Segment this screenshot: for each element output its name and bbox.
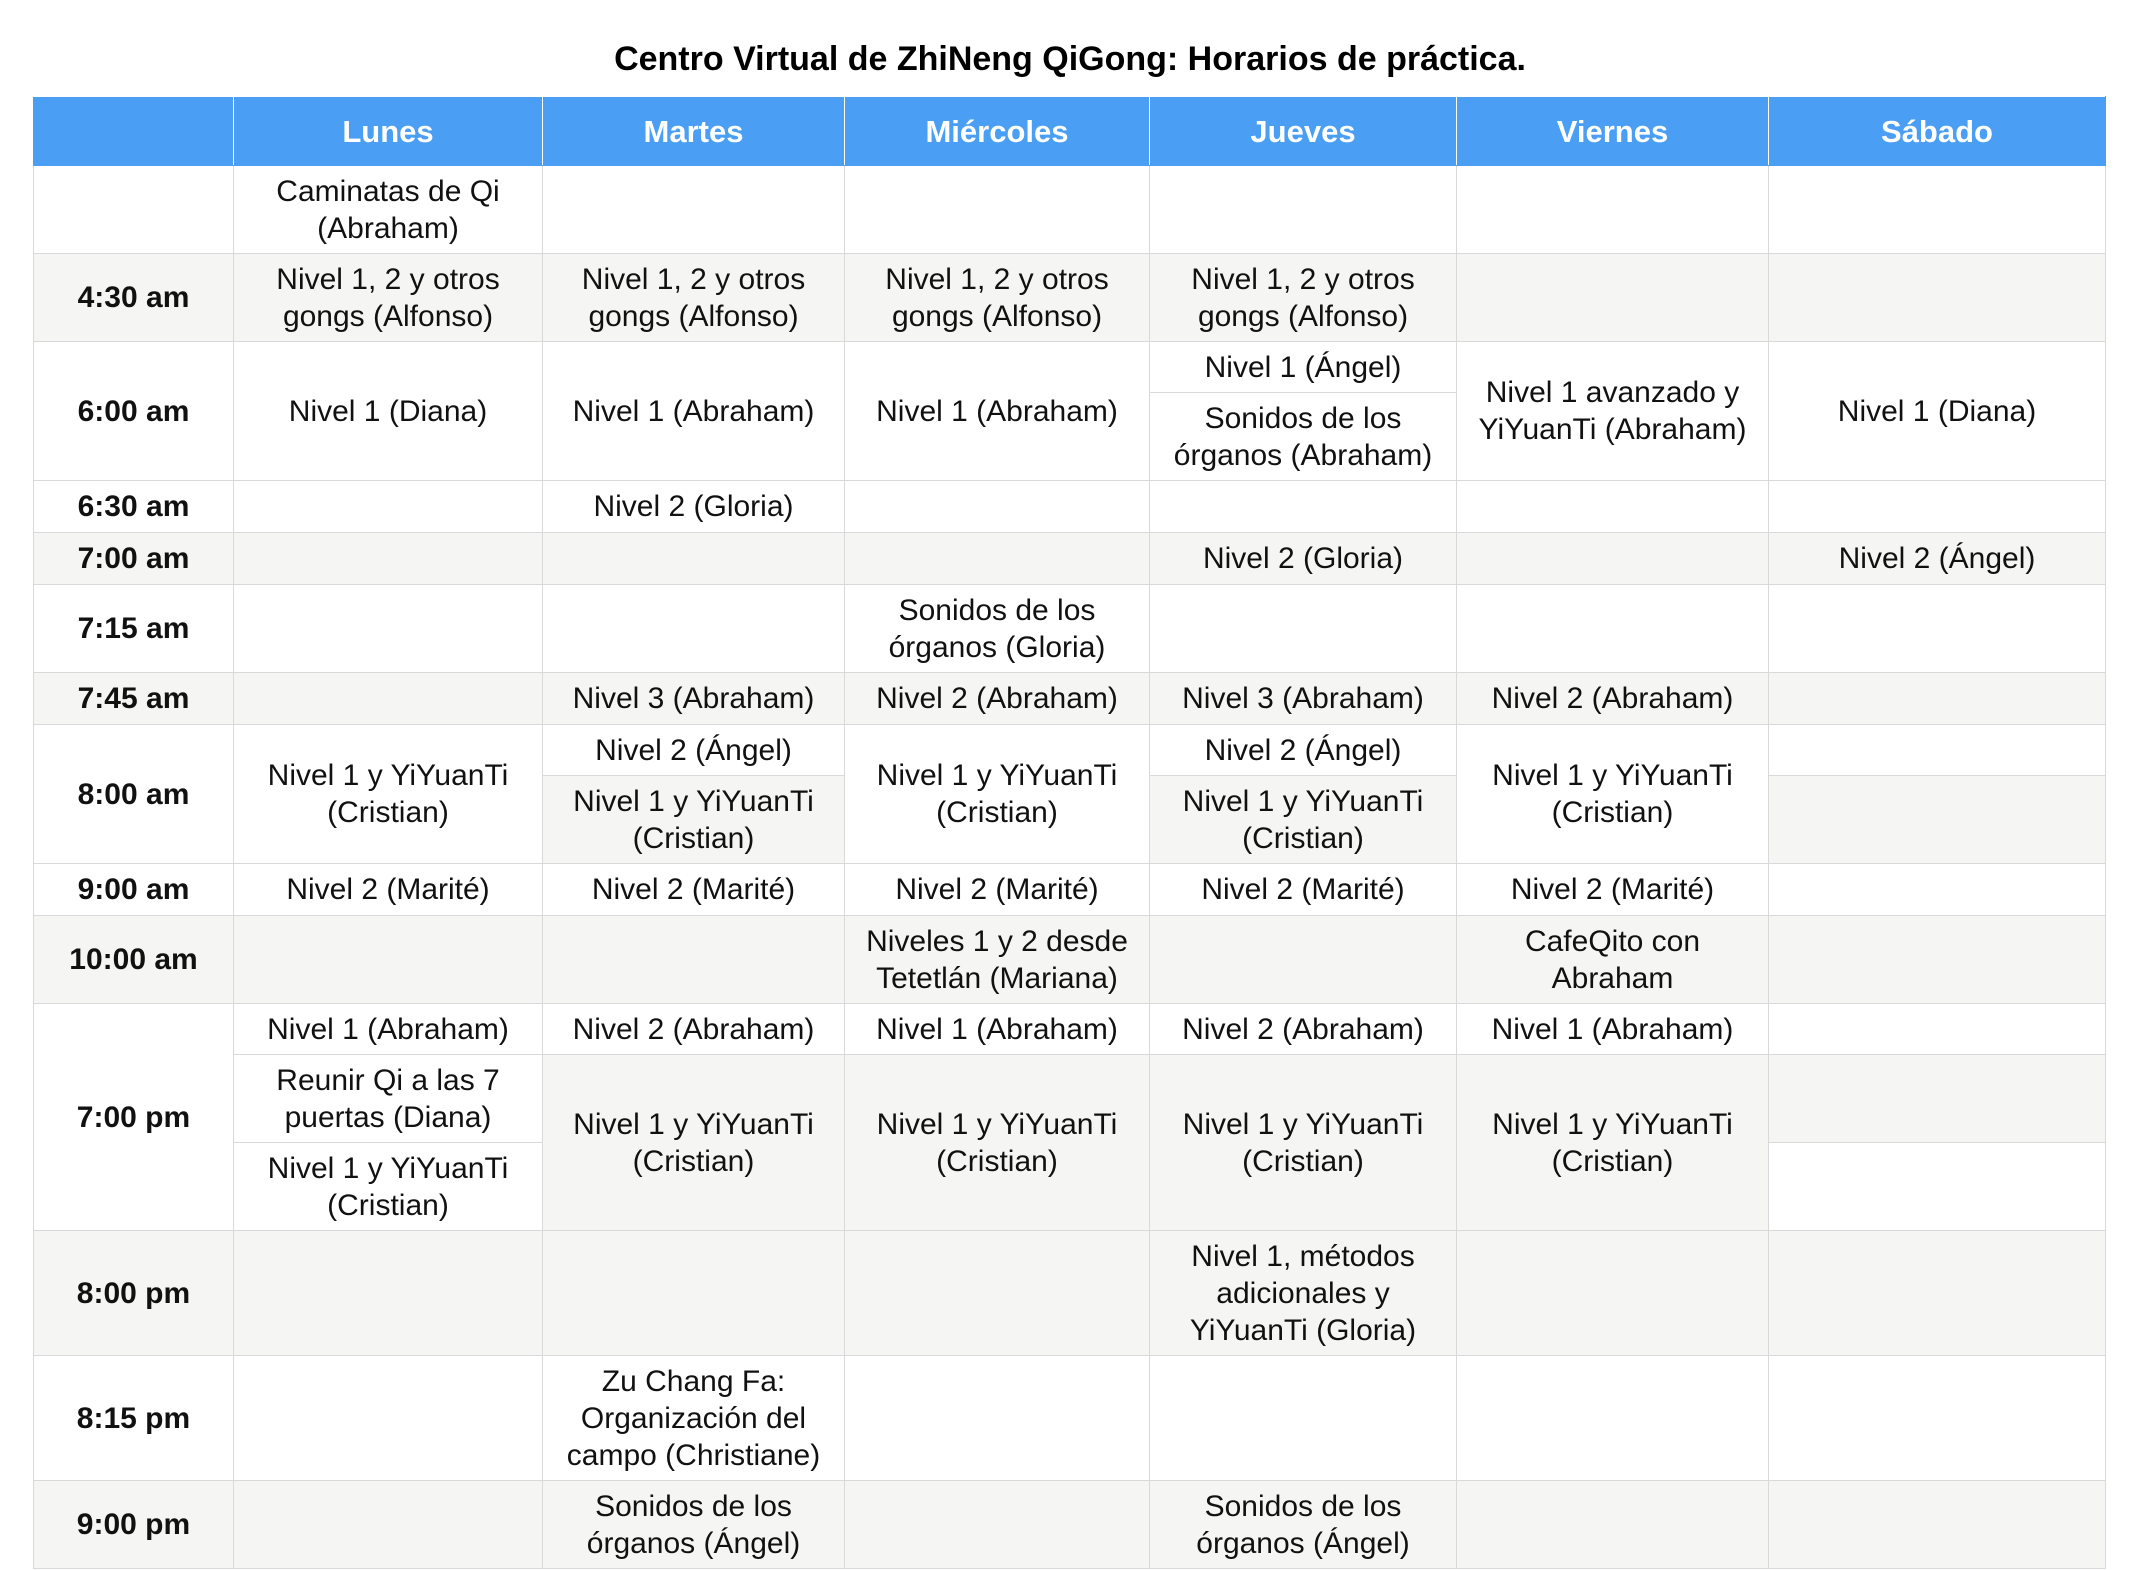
session-cell: Nivel 1 y YiYuanTi (Cristian) xyxy=(845,1055,1150,1231)
empty-cell xyxy=(1150,481,1457,533)
time-cell: 10:00 am xyxy=(34,916,234,1004)
session-cell: Nivel 1 (Diana) xyxy=(1769,342,2106,481)
empty-cell xyxy=(1150,166,1457,254)
header-corner xyxy=(34,97,234,166)
session-cell: Nivel 1, 2 y otros gongs (Alfonso) xyxy=(543,254,845,342)
header-viernes: Viernes xyxy=(1457,97,1769,166)
session-cell: Niveles 1 y 2 desde Tetetlán (Mariana) xyxy=(845,916,1150,1004)
empty-cell xyxy=(1769,776,2106,864)
empty-cell xyxy=(234,481,543,533)
header-martes: Martes xyxy=(543,97,845,166)
session-cell: Nivel 1, métodos adicionales y YiYuanTi (Gloria) xyxy=(1150,1231,1457,1356)
time-cell: 8:00 pm xyxy=(34,1231,234,1356)
table-row xyxy=(34,916,2106,1004)
empty-cell xyxy=(845,1231,1150,1356)
empty-cell xyxy=(234,916,543,1004)
session-cell: Sonidos de los órganos (Ángel) xyxy=(543,1481,845,1569)
session-cell: Nivel 1 (Abraham) xyxy=(543,342,845,481)
session-cell: Sonidos de los órganos (Gloria) xyxy=(845,585,1150,673)
empty-cell xyxy=(1457,166,1769,254)
table-row xyxy=(34,481,2106,533)
session-cell: Nivel 2 (Marité) xyxy=(845,864,1150,916)
header-sabado: Sábado xyxy=(1769,97,2106,166)
table-row xyxy=(34,725,2106,776)
session-cell: Sonidos de los órganos (Abraham) xyxy=(1150,393,1457,481)
session-cell: CafeQito con Abraham xyxy=(1457,916,1769,1004)
time-cell: 7:00 pm xyxy=(34,1004,234,1231)
session-cell: Nivel 2 (Marité) xyxy=(1150,864,1457,916)
table-row xyxy=(34,864,2106,916)
session-cell: Nivel 1 (Diana) xyxy=(234,342,543,481)
empty-cell xyxy=(234,585,543,673)
empty-cell xyxy=(1150,1356,1457,1481)
table-row xyxy=(34,585,2106,673)
table-row xyxy=(34,166,2106,254)
empty-cell xyxy=(234,673,543,725)
empty-cell xyxy=(1457,1356,1769,1481)
empty-cell xyxy=(1769,585,2106,673)
time-cell: 7:45 am xyxy=(34,673,234,725)
session-cell: Sonidos de los órganos (Ángel) xyxy=(1150,1481,1457,1569)
empty-cell xyxy=(845,1356,1150,1481)
empty-cell xyxy=(1769,1004,2106,1055)
empty-cell xyxy=(1769,1143,2106,1231)
table-row xyxy=(34,1356,2106,1481)
table-row xyxy=(34,254,2106,342)
time-cell: 8:15 pm xyxy=(34,1356,234,1481)
session-cell: Nivel 1 (Abraham) xyxy=(1457,1004,1769,1055)
table-row xyxy=(34,673,2106,725)
table-row xyxy=(34,342,2106,393)
time-cell xyxy=(34,166,234,254)
empty-cell xyxy=(1769,1356,2106,1481)
empty-cell xyxy=(1769,864,2106,916)
time-cell: 9:00 am xyxy=(34,864,234,916)
session-cell: Nivel 1, 2 y otros gongs (Alfonso) xyxy=(845,254,1150,342)
empty-cell xyxy=(234,1231,543,1356)
session-cell: Nivel 1 y YiYuanTi (Cristian) xyxy=(845,725,1150,864)
session-cell: Nivel 1 (Abraham) xyxy=(234,1004,543,1055)
session-cell: Nivel 2 (Abraham) xyxy=(845,673,1150,725)
empty-cell xyxy=(1457,585,1769,673)
session-cell: Nivel 1 y YiYuanTi (Cristian) xyxy=(1457,725,1769,864)
empty-cell xyxy=(543,585,845,673)
session-cell: Nivel 2 (Ángel) xyxy=(543,725,845,776)
empty-cell xyxy=(1457,1231,1769,1356)
session-cell: Nivel 1 y YiYuanTi (Cristian) xyxy=(1150,776,1457,864)
session-cell: Nivel 2 (Marité) xyxy=(234,864,543,916)
session-cell: Reunir Qi a las 7 puertas (Diana) xyxy=(234,1055,543,1143)
empty-cell xyxy=(1769,673,2106,725)
session-cell: Nivel 2 (Marité) xyxy=(543,864,845,916)
table-row xyxy=(34,1231,2106,1356)
empty-cell xyxy=(234,533,543,585)
session-cell: Nivel 1 y YiYuanTi (Cristian) xyxy=(543,776,845,864)
session-cell: Nivel 2 (Abraham) xyxy=(1457,673,1769,725)
session-cell: Nivel 1 (Abraham) xyxy=(845,1004,1150,1055)
empty-cell xyxy=(845,1481,1150,1569)
table-row xyxy=(34,1481,2106,1569)
schedule-table xyxy=(33,96,2106,1569)
session-cell: Nivel 1 y YiYuanTi (Cristian) xyxy=(543,1055,845,1231)
session-cell: Nivel 1 avanzado y YiYuanTi (Abraham) xyxy=(1457,342,1769,481)
table-row xyxy=(34,1004,2106,1055)
session-cell: Caminatas de Qi (Abraham) xyxy=(234,166,543,254)
empty-cell xyxy=(845,166,1150,254)
time-cell: 7:15 am xyxy=(34,585,234,673)
empty-cell xyxy=(1769,725,2106,776)
empty-cell xyxy=(1769,916,2106,1004)
empty-cell xyxy=(1769,166,2106,254)
empty-cell xyxy=(1150,916,1457,1004)
session-cell: Nivel 1 y YiYuanTi (Cristian) xyxy=(1457,1055,1769,1231)
table-row xyxy=(34,533,2106,585)
empty-cell xyxy=(1457,1481,1769,1569)
session-cell: Nivel 2 (Gloria) xyxy=(543,481,845,533)
empty-cell xyxy=(845,481,1150,533)
header-lunes: Lunes xyxy=(234,97,543,166)
session-cell: Nivel 1, 2 y otros gongs (Alfonso) xyxy=(234,254,543,342)
header-miercoles: Miércoles xyxy=(845,97,1150,166)
time-cell: 4:30 am xyxy=(34,254,234,342)
session-cell: Nivel 2 (Marité) xyxy=(1457,864,1769,916)
empty-cell xyxy=(1150,585,1457,673)
empty-cell xyxy=(234,1481,543,1569)
empty-cell xyxy=(1769,481,2106,533)
session-cell: Nivel 1 (Ángel) xyxy=(1150,342,1457,393)
empty-cell xyxy=(1457,254,1769,342)
header-row xyxy=(34,97,2106,166)
session-cell: Nivel 3 (Abraham) xyxy=(1150,673,1457,725)
session-cell: Nivel 1 y YiYuanTi (Cristian) xyxy=(234,725,543,864)
session-cell: Nivel 2 (Ángel) xyxy=(1150,725,1457,776)
session-cell: Nivel 2 (Abraham) xyxy=(543,1004,845,1055)
empty-cell xyxy=(234,1356,543,1481)
empty-cell xyxy=(543,533,845,585)
time-cell: 9:00 pm xyxy=(34,1481,234,1569)
empty-cell xyxy=(1769,1481,2106,1569)
session-cell: Nivel 2 (Ángel) xyxy=(1769,533,2106,585)
empty-cell xyxy=(1457,533,1769,585)
empty-cell xyxy=(1769,254,2106,342)
session-cell: Nivel 1 (Abraham) xyxy=(845,342,1150,481)
table-row xyxy=(34,1055,2106,1143)
time-cell: 7:00 am xyxy=(34,533,234,585)
session-cell: Nivel 1 y YiYuanTi (Cristian) xyxy=(1150,1055,1457,1231)
time-cell: 6:30 am xyxy=(34,481,234,533)
time-cell: 8:00 am xyxy=(34,725,234,864)
session-cell: Nivel 2 (Gloria) xyxy=(1150,533,1457,585)
empty-cell xyxy=(1457,481,1769,533)
empty-cell xyxy=(543,1231,845,1356)
session-cell: Nivel 1 y YiYuanTi (Cristian) xyxy=(234,1143,543,1231)
session-cell: Nivel 2 (Abraham) xyxy=(1150,1004,1457,1055)
empty-cell xyxy=(845,533,1150,585)
empty-cell xyxy=(543,916,845,1004)
empty-cell xyxy=(1769,1055,2106,1143)
session-cell: Nivel 3 (Abraham) xyxy=(543,673,845,725)
session-cell: Nivel 1, 2 y otros gongs (Alfonso) xyxy=(1150,254,1457,342)
page-title: Centro Virtual de ZhiNeng QiGong: Horarios de práctica. xyxy=(614,40,1526,78)
empty-cell xyxy=(1769,1231,2106,1356)
header-jueves: Jueves xyxy=(1150,97,1457,166)
empty-cell xyxy=(543,166,845,254)
time-cell: 6:00 am xyxy=(34,342,234,481)
session-cell: Zu Chang Fa: Organización del campo (Christiane) xyxy=(543,1356,845,1481)
